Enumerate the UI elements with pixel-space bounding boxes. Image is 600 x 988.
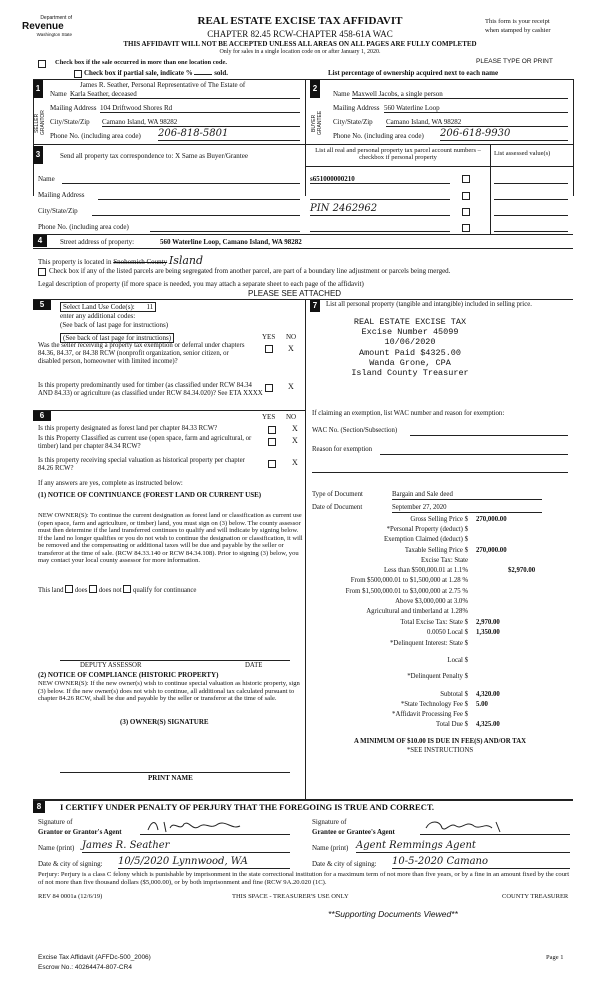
treasurer-use: THIS SPACE - TREASURER'S USE ONLY [232,893,349,900]
corr-city-label: City/State/Zip [38,207,78,215]
notice2-body: NEW OWNER(S): If the new owner(s) wish to continue special valuation as historic property, sign (3) below. If the new owner(s) does not wish to continue, all additional tax calculated pursuant to chapter 84.26 RCW, shall be due and payable by the seller or transferor at the time of sale. [38,680,300,703]
form-title: REAL ESTATE EXCISE TAX AFFIDAVIT [197,15,403,27]
section-8-number: 8 [33,801,45,813]
located-row [38,255,203,268]
s6-yes: YES [262,413,276,421]
grantee-sig-label: Signature of [312,818,347,826]
parcel-1[interactable]: s651000000210 [310,175,450,184]
seller-phone[interactable]: 206-818-5801 [158,128,300,141]
deputy-assessor: DEPUTY ASSESSOR [80,662,142,669]
corr-mailing-label: Mailing Address [38,191,85,199]
agency-line2: Washington State [36,31,72,37]
parcel-4[interactable] [310,223,450,232]
seller-phone-label: Phone No. (including area code) [50,132,141,140]
print-name: PRINT NAME [148,774,193,782]
s6-q1-no-x[interactable]: X [292,424,298,433]
corr-city-field[interactable] [92,207,300,216]
located-label: This property is located in [38,258,112,266]
correspondence-text: Send all property tax correspondence to: [60,152,174,160]
corr-phone-field[interactable] [150,223,300,232]
partial-sale-label [84,69,228,77]
multi-location-checkbox[interactable] [38,60,46,68]
grantor-signature[interactable] [140,818,290,835]
receipt-note-2: when stamped by cashier [485,27,551,34]
form-warning: THIS AFFIDAVIT WILL NOT BE ACCEPTED UNLESS ALL AREAS ON ALL PAGES ARE FULLY COMPLETED [123,40,477,48]
form-subtitle: CHAPTER 82.45 RCW-CHAPTER 458-61A WAC [207,29,393,39]
buyer-mailing[interactable]: 560 Waterline Loop [384,104,568,113]
parcels-header: List all real and personal property tax parcel account numbers – checkbox if personal property [315,147,481,162]
treasurer-stamp [340,317,480,378]
s6-question-1: Is this property designated as forest land per chapter 84.33 RCW? [38,425,218,432]
taxable-value[interactable]: 270,000.00 [476,547,507,554]
stamp-line-6: Island County Treasurer [351,367,469,378]
correspondence-label [60,152,248,160]
owner-signature: (3) OWNER(S) SIGNATURE [120,718,209,726]
see-back-2: (See back of last page for instructions) [60,333,174,343]
section-5-number: 5 [33,300,51,310]
grantor-name-print-label: Name (print) [38,844,75,852]
buyer-side-label: BUYER GRANTEE [312,104,320,142]
s5-yes: YES [262,333,276,341]
footer-page: Page 1 [546,954,564,961]
doc-date[interactable]: September 27, 2020 [392,504,542,513]
corr-name-field[interactable] [62,175,300,184]
grantee-name-print-label: Name (print) [312,844,349,852]
minimum-note: A MINIMUM OF $10.00 IS DUE IN FEE(S) AND/OR TAX [353,738,527,745]
assessed-1[interactable] [494,175,568,184]
land-does-not-checkbox[interactable] [89,585,97,593]
partial-sale-sold: sold. [214,69,229,77]
s5-question-2: Is this property predominantly used for timber (as classified under RCW 84.34 AND 84.33) or agriculture (as classified under RCW 84.34.020)? See ETA XXXX [38,382,263,397]
deputy-date: DATE [245,662,263,669]
perjury-statement: Perjury: Perjury is a class C felony which is punishable by imprisonment in the state correctional institution for a maximum term of not more than five years, or by a fine in an amount fixed by the court of not more than five thousand dollars ($5,000.00), or by both imprisonment and fine (RCW 9A.20.020 (1C). [38,871,570,886]
agency-line1: Department of [40,15,72,21]
see-instructions: *SEE INSTRUCTIONS [406,747,474,754]
street-value[interactable]: 560 Waterline Loop, Camano Island, WA 98282 [160,238,302,246]
wac-label: WAC No. (Section/Subsection) [312,427,398,434]
s6-question-2: Is this Property Classified as current use (open space, farm and agricultural, or timber) land per chapter 84.34 RCW? [38,435,252,450]
rev-number: REV 84 0001a (12/6/19) [38,893,103,900]
assessed-4[interactable] [494,223,568,232]
grantee-date-label: Date & city of signing: [312,860,377,868]
taxable-label: Taxable Selling Price $ [404,547,468,554]
buyer-city-label: City/State/Zip [333,118,373,126]
multi-location-label: Check box if the sale occurred in more than one location code. [55,59,227,66]
gross-value[interactable]: 270,000.00 [476,516,507,523]
s6-q3-no-x[interactable]: X [292,458,298,467]
tier2-label: From $500,000.01 to $1,500,000 at 1.28 % [350,577,468,584]
land-qualify-checkbox[interactable] [123,585,131,593]
certify-statement: I CERTIFY UNDER PENALTY OF PERJURY THAT THE FOREGOING IS TRUE AND CORRECT. [60,802,435,812]
buyer-name-label: Name [333,90,350,98]
grantor-name-print[interactable]: James R. Seather [82,840,290,853]
s6-q1-yes[interactable] [268,426,276,434]
s6-no: NO [286,413,297,421]
reason-field-2[interactable] [312,464,568,473]
s6-q2-no-x[interactable]: X [292,436,298,445]
segregated-checkbox[interactable] [38,268,46,276]
grantor-signature-scribble [140,818,290,834]
buyer-mailing-label: Mailing Address [333,104,380,112]
footer-form-name: Excise Tax Affidavit (AFFDc-500_2006) [38,954,151,961]
grantor-date-city[interactable]: 10/5/2020 Lynnwood, WA [118,856,290,869]
parcel-1-checkbox[interactable] [462,175,470,183]
s5-q2-no-x[interactable]: X [288,382,294,391]
s6-if-yes: If any answers are yes, complete as instructed below: [38,480,183,487]
segregated-label: Check box if any of the listed parcels are being segregated from another parcel, are part of a boundary line adjustment or parcels being merged. [49,267,451,275]
legal-description-label: Legal description of property (if more space is needed, you may attach a separate sheet to each page of the affidavit) [38,280,364,288]
see-back-1: (See back of last page for instructions) [60,321,169,329]
land-continuance-row [38,584,196,595]
seller-name-line2[interactable]: Karla Seather, deceased [70,90,300,99]
county-treasurer: COUNTY TREASURER [502,893,569,900]
grantee-agent-label: Grantee or Grantee's Agent [312,828,395,836]
additional-codes: enter any additional codes: [60,312,136,320]
seller-name-label: Name [50,90,67,98]
tech-fee-value[interactable]: 5.00 [476,701,488,708]
agency-name: Revenue [22,20,64,32]
gross-label: Gross Selling Price $ [410,516,468,523]
land-does-not-label: does not [98,587,122,594]
doc-type-label: Type of Document [312,491,363,498]
parcel-2[interactable] [310,191,450,200]
section-7-number: 7 [310,300,320,312]
reason-field[interactable] [380,446,568,455]
s5-no: NO [286,333,297,341]
personal-label: *Personal Property (deduct) $ [386,526,468,533]
parcel-4-checkbox[interactable] [462,224,470,232]
section-6-number: 6 [33,411,51,421]
total-state-value[interactable]: 2,970.00 [476,619,500,626]
total-due-label: Total Due $ [436,721,468,728]
parcel-2-checkbox[interactable] [462,192,470,200]
assessed-header: List assessed value(s) [494,150,551,157]
stamp-line-5: Wanda Grone, CPA [369,357,451,368]
seller-city[interactable]: Camano Island, WA 98282 [102,118,300,127]
land-does-checkbox[interactable] [65,585,73,593]
section-3-number: 3 [33,146,43,164]
personal-property-label: List all personal property (tangible and intangible) included in selling price. [326,301,532,308]
please-see-attached[interactable]: PLEASE SEE ATTACHED [248,289,342,298]
parcel-3-checkbox[interactable] [462,208,470,216]
doc-type[interactable]: Bargain and Sale deed [392,491,542,500]
total-state-label: Total Excise Tax: State $ [400,619,468,626]
only-for-sales: Only for sales in a single location code on or after January 1, 2020. [219,49,381,55]
corr-phone-label: Phone No. (including area code) [38,223,129,231]
seller-side-label: SELLER GRANTOR [35,104,43,142]
seller-mailing[interactable]: 104 Driftwood Shores Rd [100,104,300,113]
stamp-line-4: Amount Paid $4325.00 [358,347,462,358]
tier1-value[interactable]: $2,970.00 [508,567,536,574]
land-qualify-label: qualify for continuance [133,587,197,594]
local-rate-label: 0.0050 Local $ [427,629,468,636]
located-struck: Snohomish County [113,258,168,266]
grantor-date-label: Date & city of signing: [38,860,103,868]
land-use-code[interactable]: 11 [146,303,154,311]
footer-escrow: Escrow No.: 40264474-807-CR4 [38,964,132,971]
stamp-line-3: 10/06/2020 [384,337,436,348]
partial-sale-percent[interactable] [194,74,212,75]
local-label: Local $ [447,657,468,664]
please-type: PLEASE TYPE OR PRINT [476,58,553,65]
receipt-note-1: This form is your receipt [485,18,550,25]
reason-label: Reason for exemption [312,446,373,453]
partial-sale-checkbox[interactable] [74,70,82,78]
section-1-number: 1 [33,80,43,98]
tech-fee-label: *State Technology Fee $ [400,701,468,708]
tier4-label: Above $3,000,000 at 3.0% [395,598,468,605]
local-rate-value[interactable]: 1,350.00 [476,629,500,636]
delinq-state-label: *Delinquent Interest: State $ [390,640,468,647]
exemption-label: Exemption Claimed (deduct) $ [384,536,468,543]
s6-q3-yes[interactable] [268,460,276,468]
land-use-label [60,302,156,312]
stamp-line-1: REAL ESTATE EXCISE TAX [353,317,467,327]
assessed-2[interactable] [494,191,568,200]
s5-q1-yes[interactable] [265,345,273,353]
affidavit-fee-label: *Affidavit Processing Fee $ [392,711,468,718]
buyer-city[interactable]: Camano Island, WA 98282 [386,118,568,127]
land-use-text: Select Land Use Code(s): [63,303,135,311]
stamp-line-2: Excise Number 45099 [361,327,459,338]
supporting-documents: **Supporting Documents Viewed** [328,909,458,919]
corr-name-label: Name [38,175,55,183]
grantee-name-print[interactable]: Agent Remmings Agent [356,840,570,853]
excise-state-label: Excise Tax: State [421,557,468,564]
land-continuance-text: This land [38,587,64,594]
s6-q2-yes[interactable] [268,438,276,446]
land-does-label: does [74,587,88,594]
subtotal-value[interactable]: 4,320.00 [476,691,500,698]
grantor-agent-label: Grantor or Grantor's Agent [38,828,122,836]
grantee-date-city[interactable]: 10-5-2020 Camano [392,856,570,869]
wac-field[interactable] [410,427,568,436]
buyer-phone-label: Phone No. (including area code) [333,132,424,140]
s5-question-1: Was the seller receiving a property tax exemption or deferral under chapters 84.36, 84.37, or 84.38 RCW (nonprofit organization, senior citizen, or disabled person, homeowner with limited income)? [38,342,245,365]
doc-date-label: Date of Document [312,504,363,511]
section-2-number: 2 [310,80,320,98]
corr-mailing-field[interactable] [98,191,300,200]
notice2-title: (2) NOTICE OF COMPLIANCE (HISTORIC PROPERTY) [38,671,219,679]
assessed-3[interactable] [494,207,568,216]
street-label: Street address of property: [60,238,135,246]
section-4-number: 4 [33,235,47,247]
ownership-note: List percentage of ownership acquired next to each name [328,69,499,77]
exemption-claim-label: If claiming an exemption, list WAC number and reason for exemption: [312,410,505,417]
buyer-phone[interactable]: 206-618-9930 [440,128,568,141]
delinq-penalty-label: *Delinquent Penalty $ [407,673,468,680]
s6-question-3: Is this property receiving special valuation as historical property per chapter 84.26 RCW? [38,457,245,472]
notice1-title: (1) NOTICE OF CONTINUANCE (FOREST LAND OR CURRENT USE) [38,491,262,499]
correspondence-value: X Same as Buyer/Grantee [175,152,248,160]
agri-label: Agricultural and timberland at 1.28% [366,608,468,615]
seller-city-label: City/State/Zip [50,118,90,126]
grantee-signature-scribble [420,818,570,834]
buyer-name[interactable]: Maxwell Jacobs, a single person [352,90,568,99]
grantor-sig-label: Signature of [38,818,73,826]
notice1-body: NEW OWNER(S): To continue the current designation as forest land or classification as current use (open space, farm and agriculture, or timber) land, you must sign on (3) below. The county assessor must then determine if the land transferred continues to qualify and will indicate by signing below. If the land no longer qualifies or you do not wish to continue the designation or classification, it will be removed and the compensating or additional taxes will be due and payable by the seller or transferor at the time of sale. (RCW 84.33.140 or RCW 84.34.108). Prior to signing (3) below, you may contact your local county assessor for more information. [38,512,303,565]
grantee-signature[interactable] [420,818,570,835]
seller-mailing-label: Mailing Address [50,104,97,112]
tier3-label: From $1,500,000.01 to $3,000,000 at 2.75 % [345,588,468,595]
seller-name-line1: James R. Seather, Personal Representative of The Estate of [80,81,246,89]
located-hand[interactable]: Island [168,254,204,267]
total-due-value[interactable]: 4,325.00 [476,721,500,728]
partial-sale-text: Check box if partial sale, indicate % [84,69,193,77]
s5-q1-no-x[interactable]: X [288,344,294,353]
tier1-label: Less than $500,000.01 at 1.1% [383,567,468,574]
subtotal-label: Subtotal $ [440,691,468,698]
parcel-pin[interactable]: PIN 2462962 [310,203,450,216]
s5-q2-yes[interactable] [265,384,273,392]
